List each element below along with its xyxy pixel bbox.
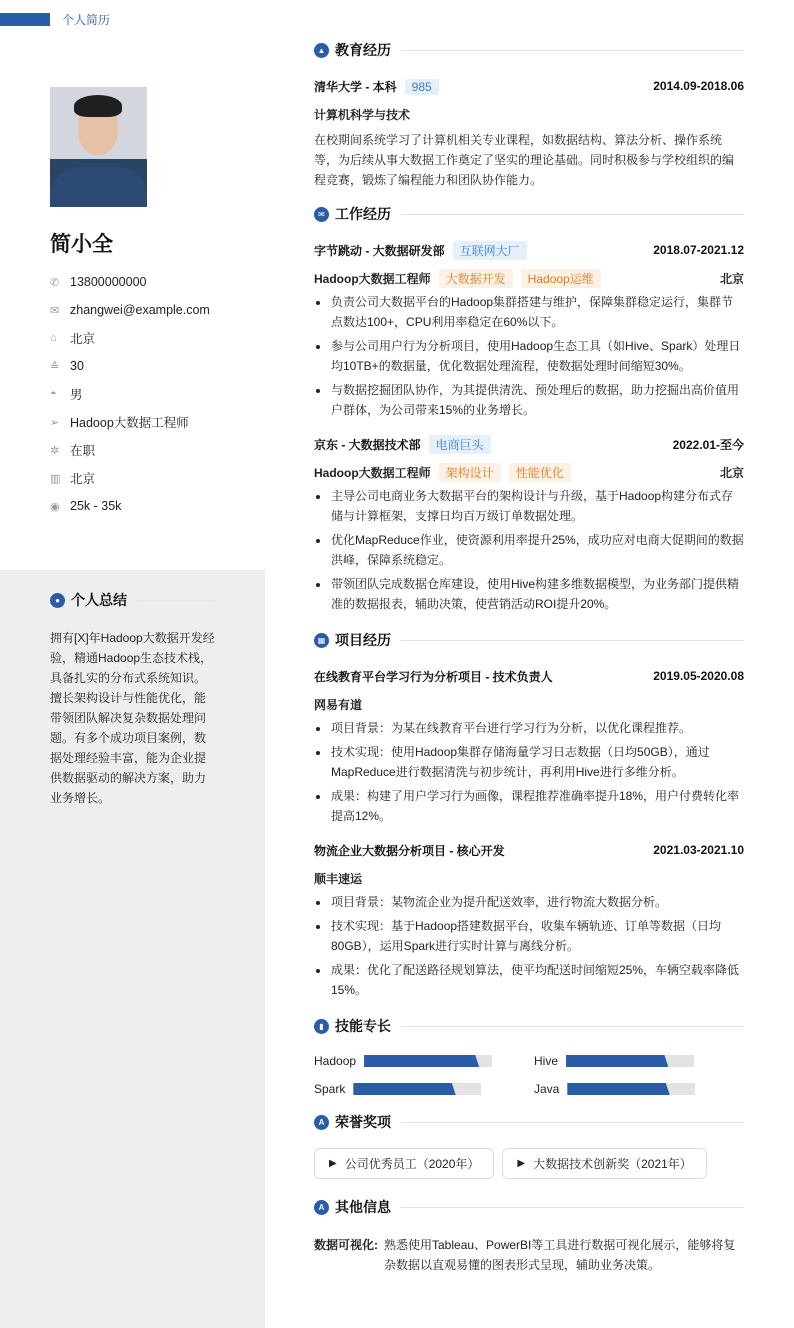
company-line (314, 241, 527, 260)
list-item: 优化MapReduce作业，使资源利用率提升25%，成功应对电商大促期间的数据洪峰，保障系统稳定。 (314, 530, 744, 570)
role-line (314, 462, 744, 482)
user-icon: ● (50, 593, 65, 608)
graduation-cap-icon: ▲ (314, 43, 329, 58)
summary-section (0, 570, 265, 1328)
project-org (314, 868, 744, 888)
role-tag: Hadoop运维 (521, 269, 601, 288)
list-item: 技术实现：使用Hadoop集群存储海量学习日志数据（日均50GB），通过MapReduce进行数据清洗与初步统计，再利用Hive进行多维分析。 (314, 742, 744, 782)
info-row (50, 464, 210, 492)
skill-bar-fill (353, 1083, 455, 1095)
building-icon: ▥ (50, 472, 61, 485)
list-item: 技术实现：基于Hadoop搭建数据平台，收集车辆轨迹、订单等数据（日均80GB），运用Spark进行实时计算与离线分析。 (314, 916, 744, 956)
company-tag: 电商巨头 (429, 435, 491, 454)
grid-icon: ▦ (314, 633, 329, 648)
list-item: 带领团队完成数据仓库建设，使用Hive构建多维数据模型，为业务部门提供精准的数据报表，辅助决策，使营销活动ROI提升20%。 (314, 574, 744, 614)
list-item: 成果：构建了用户学习行为画像，课程推荐准确率提升18%，用户付费转化率提高12%。 (314, 786, 744, 826)
city: 北京 (719, 271, 744, 286)
info-row (50, 408, 210, 436)
role-tag: 大数据开发 (439, 269, 513, 288)
info-value: Hadoop大数据工程师 (70, 416, 189, 430)
awards-list (314, 1148, 744, 1179)
info-row (50, 268, 210, 296)
org-name: 网易有道 (314, 697, 363, 712)
info-icon: A (314, 1200, 329, 1215)
avatar (50, 87, 147, 207)
major-name: 计算机科学与技术 (314, 107, 411, 122)
info-row (50, 492, 210, 520)
divider (401, 214, 744, 215)
award-label: 大数据技术创新奖（2021年） (533, 1157, 692, 1171)
section-title: 其他信息 (335, 1199, 391, 1215)
salary-icon: ◉ (50, 500, 60, 513)
date-range: 2014.09-2018.06 (653, 79, 744, 93)
triangle-right-icon: ▶ (329, 1158, 337, 1169)
award-icon: A (314, 1115, 329, 1130)
other-item (314, 1235, 744, 1275)
award-item[interactable] (314, 1148, 494, 1179)
school-name: 清华大学 - 本科 (314, 79, 397, 94)
role-tag: 性能优化 (509, 463, 571, 482)
section-header (314, 204, 744, 224)
home-icon: ⌂ (50, 332, 57, 344)
info-value: 北京 (70, 332, 96, 346)
list-item: 参与公司用户行为分析项目，使用Hadoop生态工具（如Hive、Spark）处理日均10TB+的数据量，优化数据处理流程，使数据处理时间缩短30%。 (314, 336, 744, 376)
list-item: 项目背景：某物流企业为提升配送效率，进行物流大数据分析。 (314, 892, 744, 912)
section-header (314, 1112, 744, 1132)
school-line (314, 78, 439, 95)
company-name: 字节跳动 - 大数据研发部 (314, 243, 445, 258)
skill-bar-fill (364, 1055, 479, 1067)
section-title: 个人总结 (71, 592, 127, 608)
role-tag: 架构设计 (439, 463, 501, 482)
skill-item (534, 1054, 744, 1068)
org-name: 顺丰速运 (314, 871, 363, 886)
list-item: 成果：优化了配送路径规划算法，使平均配送时间缩短25%，车辆空载率降低15%。 (314, 960, 744, 1000)
section-title: 荣誉奖项 (335, 1114, 391, 1130)
list-item: 负责公司大数据平台的Hadoop集群搭建与维护，保障集群稳定运行，集群节点数达100+，CPU利用率稳定在60%以下。 (314, 292, 744, 332)
info-row (50, 296, 210, 324)
project-org (314, 694, 744, 714)
sidebar (0, 0, 265, 1328)
project-name: 在线教育平台学习行为分析项目 - 技术负责人 (314, 669, 553, 684)
gender-icon: ◓ (50, 388, 57, 400)
divider (401, 1122, 744, 1123)
info-value: 30 (70, 359, 84, 373)
triangle-right-icon: ▶ (517, 1158, 526, 1169)
phone-icon: ✆ (50, 276, 60, 289)
other-text: 熟悉使用Tableau、PowerBI等工具进行数据可视化展示，能够将复杂数据以直观易懂的图表形式呈现，辅助业务决策。 (384, 1238, 736, 1272)
section-header (314, 40, 744, 60)
company-line (314, 435, 491, 454)
bar-chart-icon: ▮ (314, 1019, 329, 1034)
other-label: 数据可视化: (314, 1238, 378, 1252)
award-label: 公司优秀员工（2020年） (344, 1157, 480, 1171)
section-header (314, 1197, 744, 1217)
info-value: 13800000000 (70, 275, 147, 289)
bullet-list (314, 292, 744, 420)
section-header (314, 630, 744, 650)
cake-icon: ≙ (50, 360, 60, 373)
undefined (314, 463, 571, 482)
list-item: 与数据挖掘团队协作，为其提供清洗、预处理后的数据，助力挖掘出高价值用户群体，为公司带来15%的业务增长。 (314, 380, 744, 420)
summary-text: 拥有[X]年Hadoop大数据开发经验，精通Hadoop生态技术栈，具备扎实的分布式系统知识。擅长架构设计与性能优化，能带领团队解决复杂数据处理问题。有多个成功项目案例，数据处理经验丰富，能为企业提供数据驱动的解决方案，助力业务增长。 (50, 631, 215, 805)
info-value: 男 (70, 388, 83, 402)
info-row (50, 324, 210, 352)
bullet-list (314, 486, 744, 614)
skill-bar-fill (567, 1083, 669, 1095)
contact-info (50, 268, 210, 520)
skill-name: Spark (314, 1082, 346, 1096)
list-item: 项目背景：为某在线教育平台进行学习行为分析，以优化课程推荐。 (314, 718, 744, 738)
skill-item (534, 1082, 744, 1096)
award-item[interactable] (502, 1148, 706, 1179)
status-icon: ✲ (50, 444, 60, 457)
skill-bar (567, 1083, 695, 1095)
skill-bar (353, 1083, 481, 1095)
project-name: 物流企业大数据分析项目 - 核心开发 (314, 843, 505, 858)
info-row (50, 352, 210, 380)
date-range: 2019.05-2020.08 (653, 669, 744, 683)
info-value: 25k - 35k (70, 499, 122, 513)
info-value: 北京 (70, 472, 96, 486)
divider (401, 1026, 744, 1027)
section-title: 工作经历 (335, 206, 391, 222)
mail-icon: ✉ (50, 304, 60, 317)
skill-item (314, 1054, 534, 1068)
skill-bar-fill (566, 1055, 668, 1067)
company-name: 京东 - 大数据技术部 (314, 437, 421, 452)
skill-name: Hadoop (314, 1054, 357, 1068)
date-range: 2021.03-2021.10 (653, 843, 744, 857)
section-title: 项目经历 (335, 632, 391, 648)
school-tag: 985 (405, 79, 439, 95)
skill-bar (566, 1055, 694, 1067)
bullet-list (314, 892, 744, 1000)
main-content (314, 40, 744, 1275)
entry-header (314, 240, 744, 260)
entry-header (314, 840, 744, 860)
city: 北京 (719, 465, 744, 480)
section-title: 技能专长 (335, 1018, 391, 1034)
bullet-list (314, 718, 744, 826)
education-description: 在校期间系统学习了计算机相关专业课程，如数据结构、算法分析、操作系统等，为后续从事大数据工作奠定了坚实的理论基础。同时积极参与学校组织的编程竞赛，锻炼了编程能力和团队协作能力。 (314, 133, 735, 187)
divider (401, 640, 744, 641)
skills-grid (314, 1054, 744, 1096)
role-name: Hadoop大数据工程师 (314, 271, 431, 286)
major (314, 104, 744, 124)
divider (401, 50, 744, 51)
info-value: zhangwei@example.com (70, 303, 210, 317)
briefcase-icon: ✉ (314, 207, 329, 222)
undefined (314, 269, 601, 288)
info-row (50, 436, 210, 464)
role-line (314, 268, 744, 288)
date-range: 2022.01-至今 (672, 437, 744, 452)
company-tag: 互联网大厂 (453, 241, 527, 260)
section-header (314, 1016, 744, 1036)
send-icon: ➢ (50, 416, 60, 429)
date-range: 2018.07-2021.12 (653, 243, 744, 257)
list-item: 主导公司电商业务大数据平台的架构设计与升级，基于Hadoop构建分布式存储与计算框架，支撑日均百万级订单数据处理。 (314, 486, 744, 526)
entry-header (314, 666, 744, 686)
role-name: Hadoop大数据工程师 (314, 465, 431, 480)
section-title: 教育经历 (335, 42, 391, 58)
skill-bar (364, 1055, 492, 1067)
info-row (50, 380, 210, 408)
entry-header (314, 76, 744, 96)
skill-item (314, 1082, 534, 1096)
candidate-name: 简小全 (50, 233, 113, 256)
skill-name: Hive (534, 1054, 559, 1068)
info-value: 在职 (70, 444, 96, 458)
skill-name: Java (534, 1082, 560, 1096)
divider (401, 1207, 744, 1208)
entry-header (314, 434, 744, 454)
page-title: 个人简历 (62, 13, 111, 27)
